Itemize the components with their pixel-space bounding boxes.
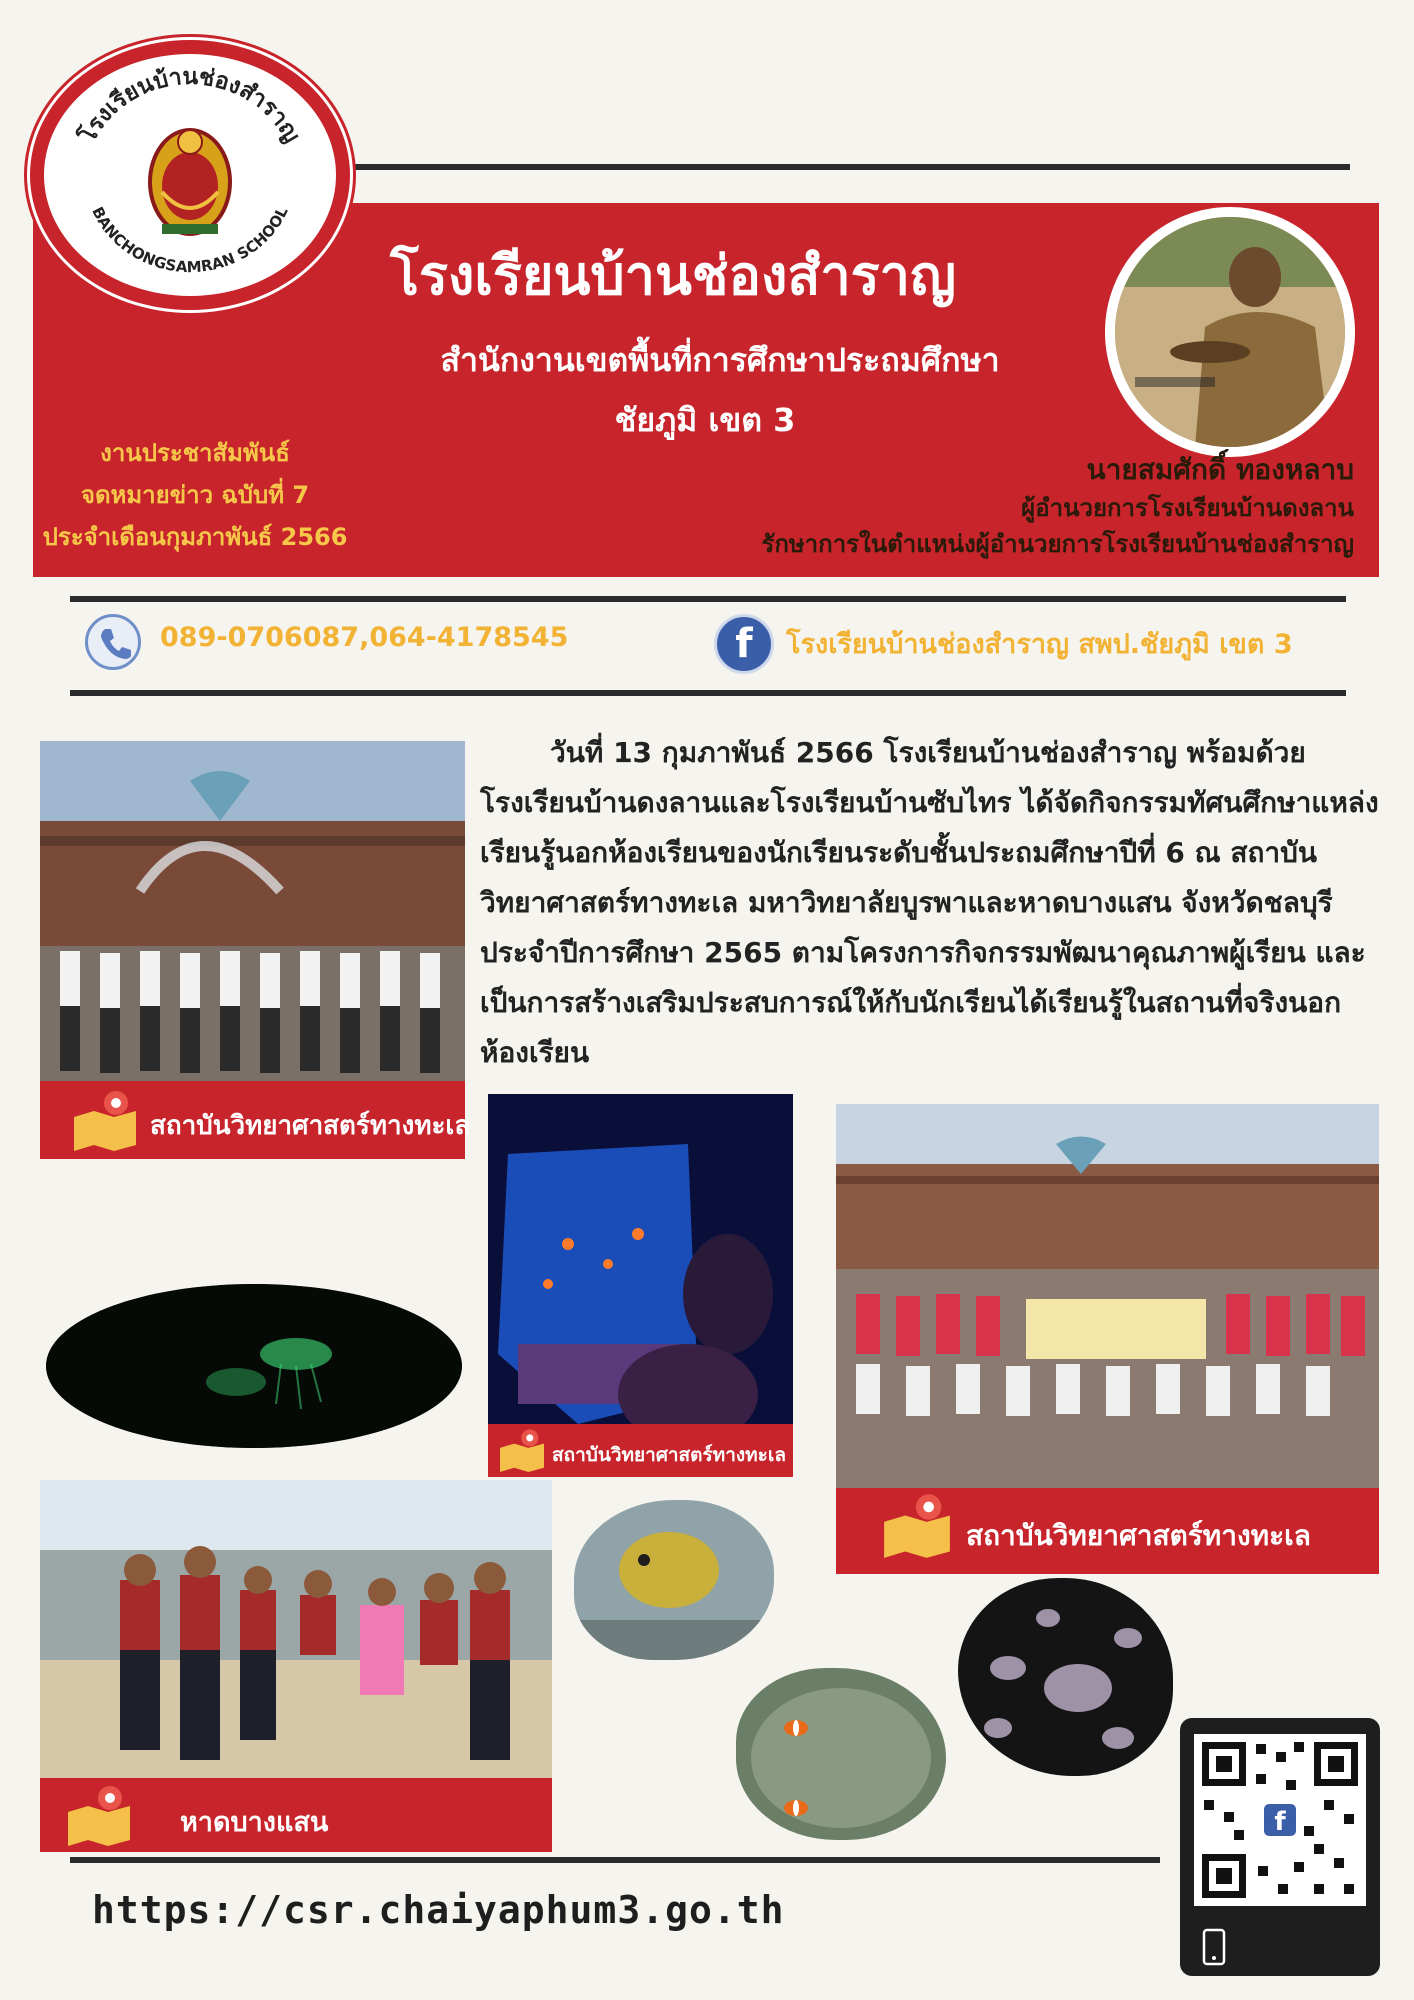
article-text: วันที่ 13 กุมภาพันธ์ 2566 โรงเรียนบ้านช่องสำราญ พร้อมด้วยโรงเรียนบ้านดงลานและโรงเรียนบ้านซับไทร ได้จัดกิจกรรมทัศนศึกษาแหล่งเรียนรู้นอกห้องเรียนของนักเรียนระดับชั้นประถมศึกษาปีที่ 6 ณ สถาบันวิทยาศาสตร์ทางทะเล มหาวิทยาลัยบูรพาและหาดบางแสน จังหวัดชลบุรีประจำปีการศึกษา 2565 ตามโครงการกิจกรรมพัฒนาคุณภาพผู้เรียน และเป็นการสร้างเสริมประสบการณ์ให้กับนักเรียนได้เรียนรู้ในสถานที่จริงนอกห้องเรียน xyxy=(480,736,1379,1069)
school-title: โรงเรียนบ้านช่องสำราญ xyxy=(390,244,956,307)
photo1-caption xyxy=(40,1081,471,1159)
director-position-2: รักษาการในตำแหน่งผู้อำนวยการโรงเรียนบ้านช่องสำราญ xyxy=(761,530,1354,558)
photo2-caption xyxy=(488,1424,793,1477)
pr-department: งานประชาสัมพันธ์ xyxy=(100,439,290,467)
top-rule xyxy=(340,164,1350,170)
map-pin-icon xyxy=(498,1428,546,1472)
mobile-phone-icon xyxy=(1202,1928,1226,1966)
photo3-caption xyxy=(836,1488,1379,1574)
qr-code[interactable] xyxy=(1194,1734,1366,1906)
director-name: นายสมศักดิ์ ทองหลาบ xyxy=(1086,453,1354,486)
banner-bottom-rule xyxy=(70,596,1346,602)
photo-clownfish xyxy=(736,1668,946,1840)
newsletter-month: ประจำเดือนกุมภาพันธ์ 2566 xyxy=(42,523,348,551)
map-pin-icon xyxy=(66,1784,132,1846)
office-line-1: สำนักงานเขตพื้นที่การศึกษาประถมศึกษา xyxy=(440,341,1000,379)
facebook-page-name[interactable]: โรงเรียนบ้านช่องสำราญ สพป.ชัยภูมิ เขต 3 xyxy=(786,629,1293,660)
photo4-caption xyxy=(40,1778,552,1852)
logo-top-text: โรงเรียนบ้านช่องสำราญ xyxy=(74,63,305,148)
footer-rule xyxy=(70,1857,1160,1863)
newsletter-info xyxy=(40,432,350,558)
phone-numbers[interactable]: 089-0706087,064-4178545 xyxy=(160,622,569,653)
contact-bottom-rule xyxy=(70,690,1346,696)
photo4-caption-text: หาดบางแสน xyxy=(180,1807,329,1838)
photo-boxfish xyxy=(574,1500,774,1660)
director-info xyxy=(761,450,1354,562)
facebook-icon[interactable]: f xyxy=(714,614,774,674)
map-pin-icon xyxy=(72,1089,138,1151)
photo-large-group xyxy=(836,1104,1379,1488)
website-url[interactable]: https://csr.chaiyaphum3.go.th xyxy=(92,1888,785,1932)
newsletter-issue: จดหมายข่าว ฉบับที่ 7 xyxy=(80,481,310,509)
svg-text:f: f xyxy=(1274,1807,1286,1837)
phone-icon xyxy=(85,614,141,670)
office-line-2: ชัยภูมิ เขต 3 xyxy=(614,401,796,439)
photo-jellyfish-green xyxy=(46,1284,462,1448)
photo-moon-jellyfish xyxy=(958,1578,1173,1776)
photo1-caption-text: สถาบันวิทยาศาสตร์ทางทะเล xyxy=(150,1111,471,1141)
logo-bottom-text: BANCHONGSAMRAN SCHOOL xyxy=(88,203,292,277)
map-pin-icon xyxy=(882,1492,952,1558)
photo3-caption-text: สถาบันวิทยาศาสตร์ทางทะเล xyxy=(966,1519,1311,1552)
director-portrait xyxy=(1105,207,1355,457)
qr-code-card[interactable] xyxy=(1180,1718,1380,1976)
photo2-caption-text: สถาบันวิทยาศาสตร์ทางทะเล xyxy=(552,1444,787,1466)
director-position-1: ผู้อำนวยการโรงเรียนบ้านดงลาน xyxy=(1021,494,1354,522)
news-article xyxy=(480,728,1380,1078)
photo-aquarium xyxy=(488,1094,793,1477)
school-logo xyxy=(30,40,350,310)
school-emblem-icon xyxy=(150,130,230,234)
